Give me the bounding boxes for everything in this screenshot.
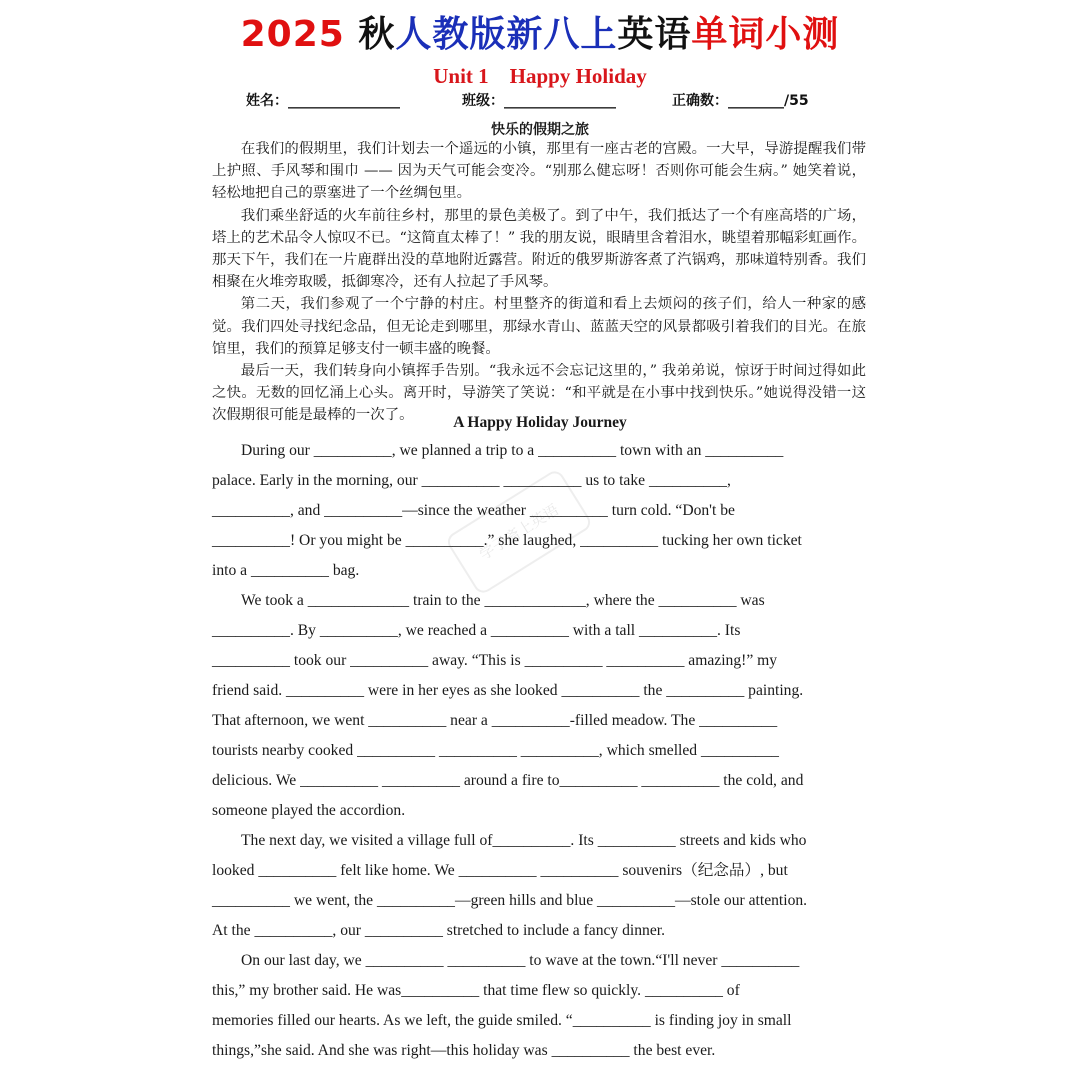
cloze-line: The next day, we visited a village full of__________. Its __________ streets and kids who [241,832,807,849]
cloze-line: looked __________ felt like home. We __________ __________ souvenirs（纪念品）, but [212,862,788,879]
title-subject: 英语 [617,14,692,55]
chinese-paragraph: 第二天，我们参观了一个宁静的村庄。村里整齐的街道和看上去烦闷的孩子们，给人一种家的感觉。我们四处寻找纪念品，但无论走到哪里，那绿水青山、蓝蓝天空的风景都吸引着我们的目光。在旅馆里，我们的预算足够支付一顿丰盛的晚餐。 [212,296,866,357]
cloze-line: During our __________, we planned a trip to a __________ town with an __________ [241,442,784,459]
unit-title: Unit 1 Happy Holiday [433,64,647,88]
title-edition: 人教版新八上 [395,14,618,55]
chinese-paragraph: 我们乘坐舒适的火车前往乡村，那里的景色美极了。到了中午，我们抵达了一个有座高塔的广场，塔上的艺术品令人惊叹不已。“这简直太棒了！” 我的朋友说，眼睛里含着泪水，眺望着那幅彩虹画作。那天下午，我们在一片鹿群出没的草地附近露营。附近的俄罗斯游客煮了汽锅鸡，那味道特别香。我们相聚在火堆旁取暖，抵御寒冷，还有人拉起了手风琴。 [212,207,866,291]
cloze-line: tourists nearby cooked __________ __________ __________, which smelled __________ [212,742,779,759]
english-cloze-passage [212,436,880,1066]
cloze-line: palace. Early in the morning, our __________ __________ us to take __________, [212,472,731,489]
cloze-line: We took a _____________ train to the _____________, where the __________ was [241,592,765,609]
cloze-line: On our last day, we __________ __________ to wave at the town.“I'll never __________ [241,952,800,969]
chinese-passage [212,138,866,427]
title-year: 2025 [240,14,345,55]
cloze-line: __________! Or you might be __________.” she laughed, __________ tucking her own ticket [212,532,802,549]
cloze-line: memories filled our hearts. As we left, the guide smiled. “__________ is finding joy in small [212,1012,792,1029]
title-season: 秋 [358,14,396,55]
cloze-line: __________ took our __________ away. “This is __________ __________ amazing!” my [212,652,778,669]
page-title [0,6,1080,57]
cloze-line: into a __________ bag. [212,562,360,579]
watermark-stamp: 学子斋上英语 [444,468,594,597]
english-passage-title: A Happy Holiday Journey [453,414,627,431]
cloze-line: things,”she said. And she was right—this holiday was __________ the best ever. [212,1042,716,1059]
chinese-passage-title: 快乐的假期之旅 [491,122,589,138]
chinese-paragraph: 最后一天，我们转身向小镇挥手告别。“我永远不会忘记这里的，” 我弟弟说，惊讶于时间过得如此之快。无数的回忆涌上心头。离开时，导游笑了笑说：“和平就是在小事中找到快乐。”她说得没错一这次假期很可能是最棒的一次了。 [212,363,866,424]
score-field: 正确数：________/55 [672,93,809,109]
cloze-line: friend said. __________ were in her eyes as she looked __________ the __________ painting. [212,682,804,699]
cloze-line: __________, and __________—since the weather __________ turn cold. “Don't be [212,502,735,519]
title-quiz: 单词小测 [691,14,840,55]
chinese-paragraph: 在我们的假期里，我们计划去一个遥远的小镇，那里有一座古老的宫殿。一大早，导游提醒我们带上护照、手风琴和围巾 —— 因为天气可能会变冷。“别那么健忘呀！否则你可能会生病。” 她笑着说，轻松地把自己的票塞进了一个丝绸包里。 [212,141,866,202]
cloze-line: delicious. We __________ __________ around a fire to__________ __________ the cold, and [212,772,804,789]
name-field: 姓名：________________ [246,93,400,109]
cloze-line: someone played the accordion. [212,802,406,819]
cloze-line: __________. By __________, we reached a __________ with a tall __________. Its [212,622,741,639]
cloze-line: That afternoon, we went __________ near a __________-filled meadow. The __________ [212,712,778,729]
class-field: 班级：________________ [462,93,616,109]
cloze-line: At the __________, our __________ stretched to include a fancy dinner. [212,922,665,939]
cloze-line: this,” my brother said. He was__________ that time flew so quickly. __________ of [212,982,740,999]
cloze-line: __________ we went, the __________—green hills and blue __________—stole our attention. [212,892,808,909]
